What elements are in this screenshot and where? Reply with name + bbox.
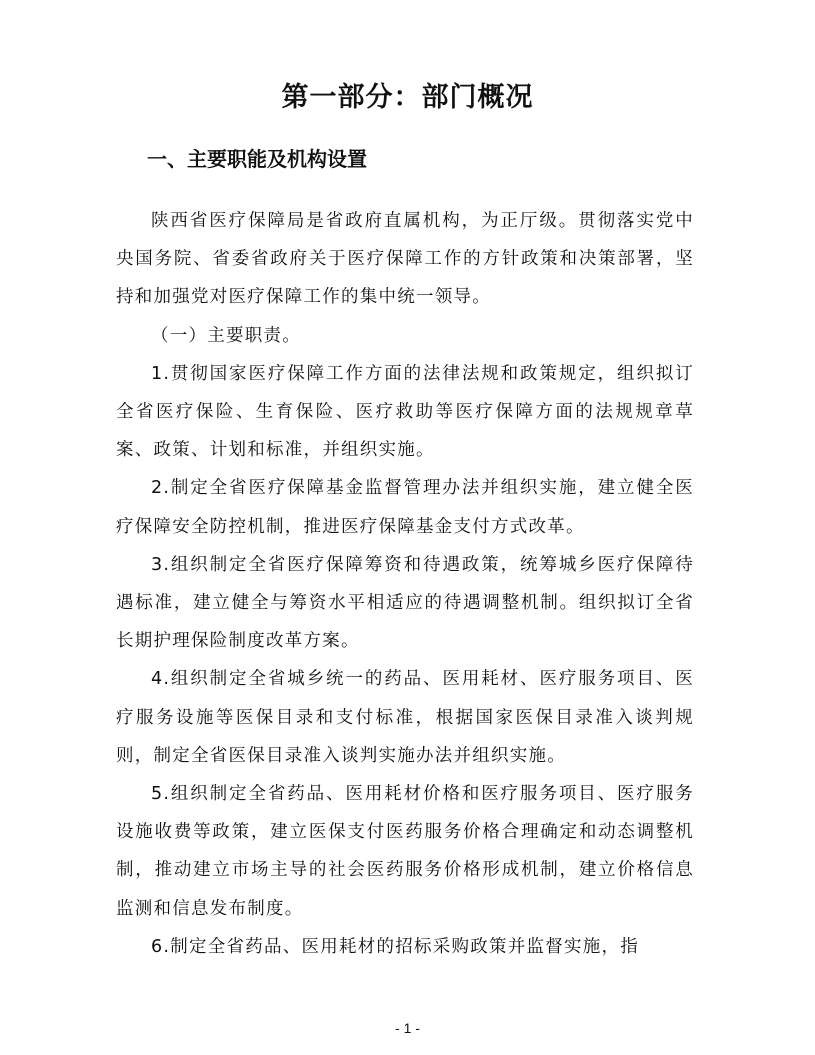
document-body [116,202,694,966]
paragraph-duty-4: 4.组织制定全省城乡统一的药品、医用耗材、医疗服务项目、医疗服务设施等医保目录和支付标准，根据国家医保目录准入谈判规则，制定全省医保目录准入谈判实施办法并组织实施。 [116,669,694,766]
page-title: 第一部分：部门概况 [281,82,534,113]
paragraph-duty-6: 6.制定全省药品、医用耗材的招标采购政策并监督实施，指 [151,936,639,957]
paragraph-duty-1: 1.贯彻国家医疗保障工作方面的法律法规和政策规定，组织拟订全省医疗保险、生育保险、医疗救助等医疗保障方面的法规规章草案、政策、计划和标准，并组织实施。 [116,363,694,461]
paragraph-duty-3: 3.组织制定全省医疗保障筹资和待遇政策，统筹城乡医疗保障待遇标准，建立健全与筹资水平相适应的待遇调整机制。组织拟订全省长期护理保险制度改革方案。 [116,554,694,652]
paragraph-duty-2: 2.制定全省医疗保障基金监督管理办法并组织实施，建立健全医疗保障安全防控机制，推进医疗保障基金支付方式改革。 [116,478,694,537]
paragraph-intro: 陕西省医疗保障局是省政府直属机构，为正厅级。贯彻落实党中央国务院、省委省政府关于医疗保障工作的方针政策和决策部署，坚持和加强党对医疗保障工作的集中统一领导。 [116,211,694,308]
paragraph-duty-5: 5.组织制定全省药品、医用耗材价格和医疗服务项目、医疗服务设施收费等政策，建立医保支付医药服务价格合理确定和动态调整机制，推动建立市场主导的社会医药服务价格形成机制，建立价格信息监测和信息发布制度。 [116,784,694,919]
paragraph-duties-heading: （一）主要职责。 [151,325,301,346]
section-heading: 一、主要职能及机构设置 [147,147,367,171]
page-number: - 1 - [395,1020,420,1036]
